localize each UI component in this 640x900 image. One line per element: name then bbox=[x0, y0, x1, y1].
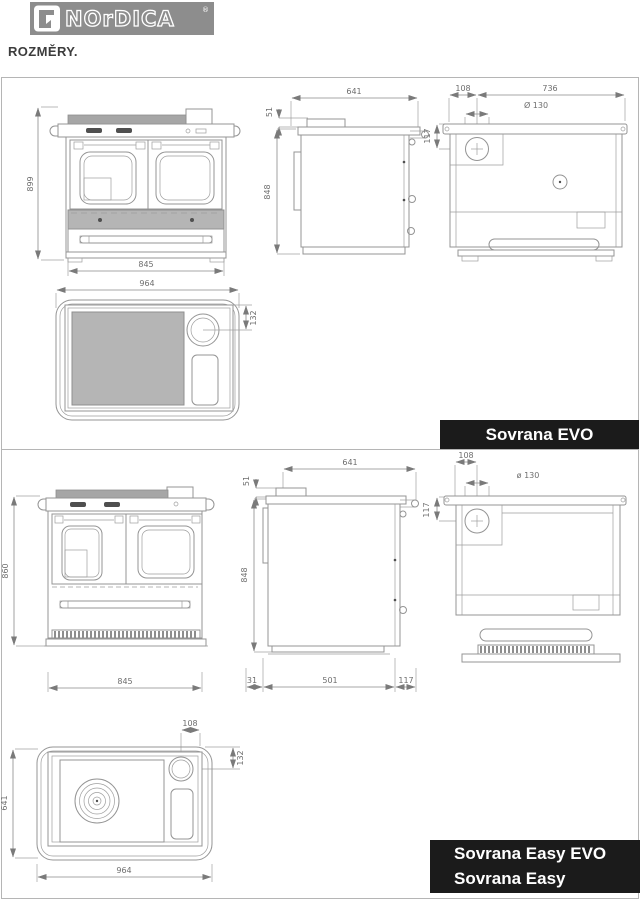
easy-back-cooktop-bar bbox=[444, 496, 626, 505]
la-nordica-logo-graphic bbox=[30, 2, 214, 35]
evo-side-back-panel bbox=[294, 152, 301, 210]
la-nordica-logo bbox=[30, 2, 214, 35]
evo-back-view bbox=[423, 84, 627, 261]
evo-front-view bbox=[26, 107, 240, 276]
easy-plan-view bbox=[0, 719, 245, 882]
easy-back-flue-diameter: ø 130 bbox=[516, 471, 540, 480]
easy-bottom-front-dim: 117 bbox=[398, 676, 414, 685]
product-name-line2: Sovrana Easy bbox=[454, 868, 566, 888]
evo-plan-view bbox=[56, 279, 258, 420]
evo-back-flue-x-dim: 108 bbox=[455, 84, 471, 93]
evo-side-depth-dim: 641 bbox=[346, 87, 362, 96]
easy-bottom-body-dim: 501 bbox=[322, 676, 338, 685]
easy-plan-flue-y-dim: 132 bbox=[236, 750, 245, 766]
evo-front-base bbox=[66, 252, 226, 258]
evo-side-raised-block bbox=[307, 119, 345, 127]
easy-side-base bbox=[272, 646, 384, 652]
easy-side-view bbox=[240, 458, 419, 692]
evo-plan-ceran-glass bbox=[72, 312, 184, 405]
easy-side-raised-block bbox=[276, 488, 306, 496]
easy-front-width-dim: 845 bbox=[117, 677, 133, 686]
sovrana-easy-drawings bbox=[0, 450, 640, 897]
easy-plan-depth-dim: 641 bbox=[0, 795, 9, 811]
evo-side-cooktop bbox=[298, 127, 420, 135]
evo-side-view bbox=[263, 87, 429, 254]
easy-back-body bbox=[456, 505, 620, 615]
easy-side-height-dim: 848 bbox=[240, 567, 249, 583]
easy-side-towel-bar-end bbox=[412, 500, 419, 507]
easy-side-knob bbox=[400, 607, 407, 614]
evo-side-knob bbox=[409, 196, 416, 203]
easy-bottom-back-dim: 31 bbox=[246, 676, 258, 685]
easy-plan-top bbox=[48, 752, 202, 846]
evo-back-flue-y-dim: 117 bbox=[423, 128, 432, 144]
evo-back-cooktop-bar bbox=[443, 124, 627, 134]
easy-side-depth-dim: 641 bbox=[342, 458, 358, 467]
evo-back-body bbox=[450, 134, 622, 247]
evo-side-body bbox=[301, 135, 409, 247]
evo-side-base bbox=[303, 247, 405, 254]
easy-side-top-dim: 51 bbox=[242, 475, 251, 487]
evo-front-top-frame bbox=[58, 124, 234, 137]
easy-back-handle-bar bbox=[480, 629, 592, 641]
logo-brand-text: NOrDICA bbox=[65, 7, 175, 31]
evo-side-height-dim: 848 bbox=[263, 184, 272, 200]
logo-registered-mark: ® bbox=[202, 6, 209, 14]
easy-front-base bbox=[46, 639, 206, 646]
evo-front-flue-box bbox=[186, 109, 212, 126]
evo-back-rest-dim: 736 bbox=[542, 84, 558, 93]
evo-front-width-dim: 845 bbox=[138, 260, 154, 269]
evo-front-height-dim: 899 bbox=[26, 176, 35, 192]
easy-side-cooktop bbox=[266, 496, 406, 504]
product-label-sovrana-evo bbox=[440, 420, 639, 449]
product-name-line1: Sovrana Easy EVO bbox=[454, 843, 607, 863]
sovrana-evo-drawings bbox=[0, 77, 640, 450]
easy-front-height-dim: 860 bbox=[1, 563, 10, 579]
evo-side-top-dim: 51 bbox=[265, 106, 274, 118]
evo-plan-width-dim: 964 bbox=[139, 279, 155, 288]
easy-front-view bbox=[1, 487, 214, 692]
page-title: ROZMĚRY. bbox=[8, 44, 78, 59]
evo-front-cooktop-plate bbox=[68, 115, 186, 124]
evo-back-base bbox=[458, 250, 614, 256]
evo-plan-flue-y-dim: 132 bbox=[249, 310, 258, 326]
evo-back-flue-diameter: Ø 130 bbox=[523, 101, 549, 110]
evo-front-drawer bbox=[68, 229, 224, 252]
easy-side-body bbox=[268, 504, 400, 646]
easy-plan-width-dim: 964 bbox=[116, 866, 132, 875]
product-label-sovrana-easy bbox=[430, 840, 640, 893]
easy-back-flue-y-dim: 117 bbox=[422, 502, 431, 518]
product-name: Sovrana EVO bbox=[485, 424, 594, 444]
easy-plan-flue-x-dim: 108 bbox=[182, 719, 198, 728]
easy-back-view bbox=[422, 451, 626, 662]
easy-back-flue-x-dim: 108 bbox=[458, 451, 474, 460]
easy-back-base bbox=[462, 654, 620, 662]
